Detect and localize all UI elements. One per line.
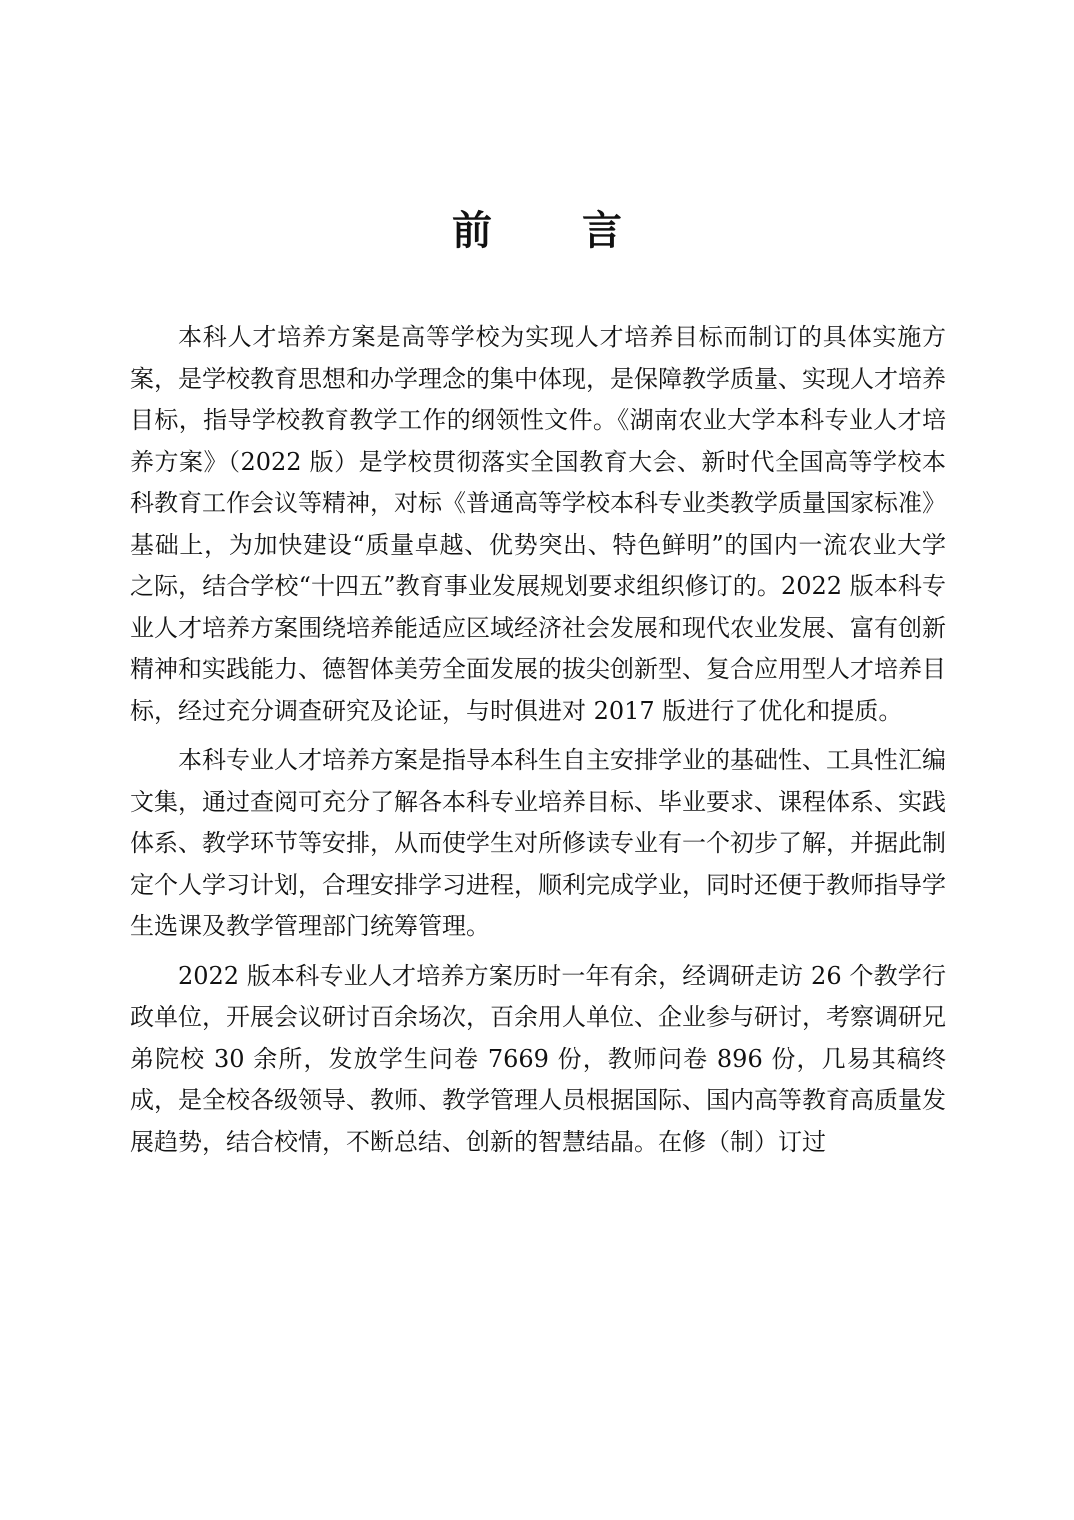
page-title: 前 言	[452, 207, 660, 254]
body-text	[130, 317, 946, 1163]
paragraph-3: 2022 版本科专业人才培养方案历时一年有余，经调研走访 26 个教学行政单位，开展会议研讨百余场次，百余用人单位、企业参与研讨，考察调研兄弟院校 30 余所，发放学生问卷 7669 份，教师问卷 896 份，几易其稿终成，是全校各级领导、教师、教学管理人员根据国际、国内高等教育高质量发展趋势，结合校情，不断总结、创新的智慧结晶。在修（制）订过	[130, 961, 946, 1156]
paragraph-2: 本科专业人才培养方案是指导本科生自主安排学业的基础性、工具性汇编文集，通过查阅可充分了解各本科专业培养目标、毕业要求、课程体系、实践体系、教学环节等安排，从而使学生对所修读专业有一个初步了解，并据此制定个人学习计划，合理安排学习进程，顺利完成学业，同时还便于教师指导学生选课及教学管理部门统筹管理。	[130, 746, 946, 940]
paragraph-1: 本科人才培养方案是高等学校为实现人才培养目标而制订的具体实施方案，是学校教育思想和办学理念的集中体现，是保障教学质量、实现人才培养目标，指导学校教育教学工作的纲领性文件。《湖南农业大学本科专业人才培养方案》（2022 版）是学校贯彻落实全国教育大会、新时代全国高等学校本科教育工作会议等精神，对标《普通高等学校本科专业类教学质量国家标准》基础上，为加快建设“质量卓越、优势突出、特色鲜明”的国内一流农业大学之际，结合学校“十四五”教育事业发展规划要求组织修订的。2022 版本科专业人才培养方案围绕培养能适应区域经济社会发展和现代农业发展、富有创新精神和实践能力、德智体美劳全面发展的拔尖创新型、复合应用型人才培养目标，经过充分调查研究及论证，与时俱进对 2017 版进行了优化和提质。	[130, 323, 946, 725]
